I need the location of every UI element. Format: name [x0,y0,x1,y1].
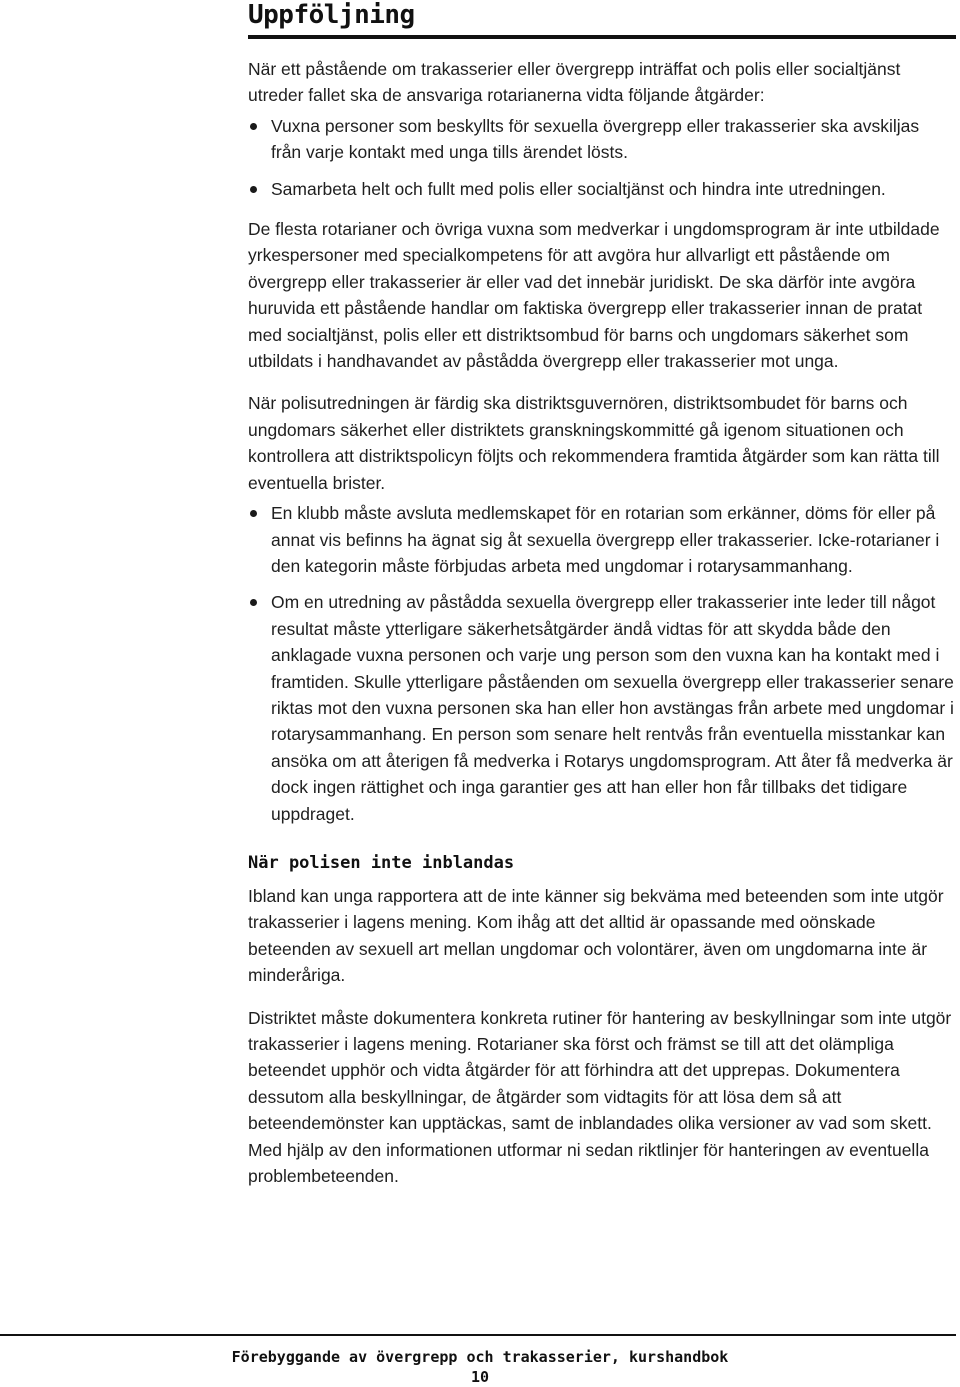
section-heading: När polisen inte inblandas [248,852,515,873]
intro-bullet-list [248,113,954,202]
bullet-icon [250,510,257,517]
body-paragraph: Ibland kan unga rapportera att de inte känner sig bekväma med beteenden som inte utgör trakasserier i lagens mening. Kom ihåg att det alltid är opassande med oönskade beteenden av sexuell art mellan ungdomar och volontärer, även om ungdomarna inte är minderåriga. [248,885,944,986]
list-item [248,113,954,166]
list-item-text: En klubb måste avsluta medlemskapet för en rotarian som erkänner, döms för eller på annat vis befinns ha ägnat sig åt sexuella övergrepp eller trakasserier. Icke-rotarianer i den kategorin måste förbjudas arbeta med ungdomar i rotarysammanhang. [271,503,940,576]
bullet-icon [250,186,257,193]
footer-divider [0,1334,956,1336]
bullet-icon [250,599,257,606]
list-item-text: Samarbeta helt och fullt med polis eller socialtjänst och hindra inte utredningen. [271,178,886,199]
list-item-text: Vuxna personer som beskyllts för sexuella övergrepp eller trakasserier ska avskiljas från varje kontakt med unga tills ärendet lösts. [271,115,920,163]
intro-paragraph: När ett påstående om trakasserier eller övergrepp inträffat och polis eller socialtjänst utreder fallet ska de ansvariga rotarianerna vidta följande åtgärder: [248,59,901,106]
body-paragraph: När polisutredningen är färdig ska distriktsguvernören, distriktsombudet för barns och ungdomars säkerhet eller distriktets granskningskommitté gå igenom situationen och kontrollera att distriktspolicyn följts och rekommendera framtida åtgärder som kan rätta till eventuella brister. [248,393,940,493]
bullet-icon [250,123,257,130]
title-divider [248,35,956,39]
page-number: 10 [470,1368,490,1386]
list-item [248,500,954,579]
footer-book-title: Förebyggande av övergrepp och trakasserier, kurshandbok [231,1348,729,1366]
list-item-text: Om en utredning av påstådda sexuella övergrepp eller trakasserier inte leder till något resultat måste ytterligare säkerhetsåtgärder ändå vidtas för att skydda både den anklagade vuxna personen och varje ung person som den vuxna kan ha kontakt med i framtiden. Skulle ytterligare påståenden om sexuella övergrepp eller trakasserier senare riktas mot den vuxna personen ska han eller hon avstängas från arbete med ungdomar i rotarysammanhang. En person som senare helt rentvås från eventuella misstankar kan ansöka om att återigen få medverka i Rotarys ungdomsprogram. Att åter få medverka är dock ingen rättighet och inga garantier ges att han eller hon får tillbaks det tidigare uppdraget. [271,592,954,824]
followup-bullet-list [248,500,954,827]
body-paragraph: De flesta rotarianer och övriga vuxna som medverkar i ungdomsprogram är inte utbildade yrkespersoner med specialkompetens för att avgöra hur allvarligt ett påstående om övergrepp eller trakasserier är eller vad det innebär juridiskt. De ska därför inte avgöra huruvida ett påstående handlar om faktiska övergrepp eller trakasserier innan de pratat med socialtjänst, polis eller ett distriktsombud för barns och ungdomars säkerhet som utbildats i handhavandet av påstådda övergrepp eller trakasserier mot unga. [248,219,940,372]
body-paragraph: Distriktet måste dokumentera konkreta rutiner för hantering av beskyllningar som inte utgör trakasserier i lagens mening. Rotarianer ska först och främst se till att det olämpliga beteendet upphör och vidta åtgärder för att förhindra att det upprepas. Dokumentera dessutom alla beskyllningar, de åtgärder som vidtagits för att lösa dem så att beteendemönster kan upptäckas, samt de inblandades olika versioner av vad som skett. Med hjälp av den informationen utformar ni sedan riktlinjer för hanteringen av eventuella problembeteenden. [248,1007,952,1187]
list-item [248,589,954,827]
main-content [248,56,954,1205]
page-title: Uppföljning [248,0,415,30]
list-item [248,176,954,202]
